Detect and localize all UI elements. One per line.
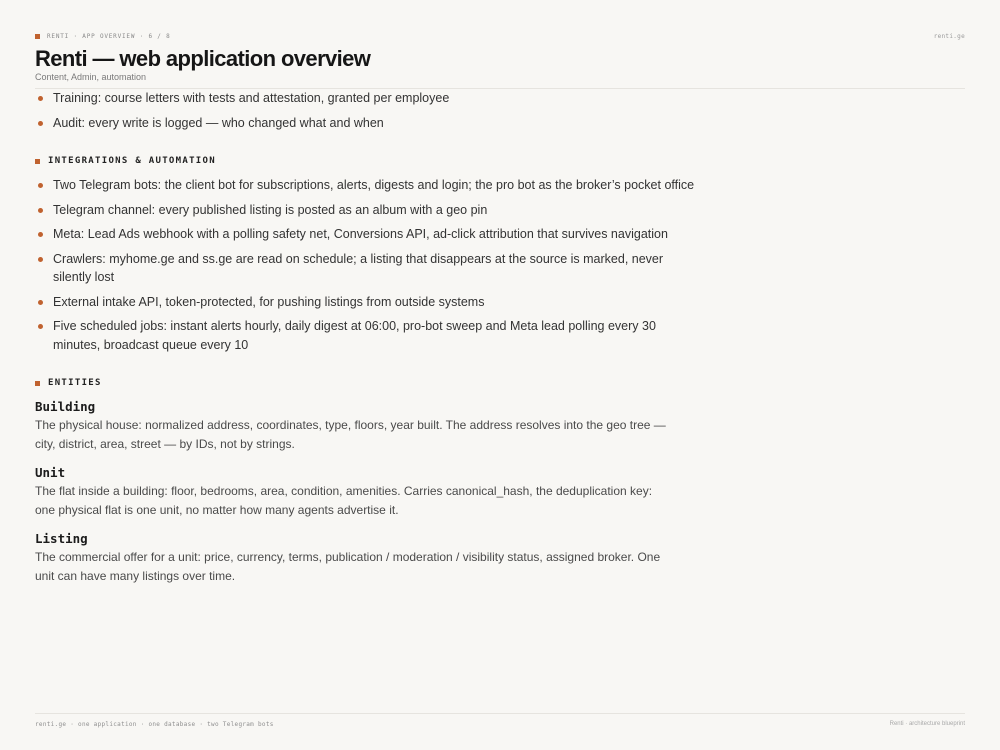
section-heading-entities <box>35 378 965 388</box>
entity-unit <box>35 464 675 519</box>
footer-left-text: renti.ge · one application · one database · two Telegram bots <box>35 721 274 728</box>
intro-bullet-list <box>35 89 695 132</box>
list-item-text: Meta: Lead Ads webhook with a polling safety net, Conversions API, ad-click attribution that survives navigation <box>53 227 668 241</box>
square-bullet-icon <box>35 34 40 39</box>
section-heading-label: INTEGRATIONS & AUTOMATION <box>48 156 216 166</box>
entity-name: Building <box>35 399 96 414</box>
list-item-text: External intake API, token-protected, for pushing listings from outside systems <box>53 294 485 309</box>
list-item-text: Five scheduled jobs: instant alerts hourly, daily digest at 06:00, pro-bot sweep and Meta lead polling every 30 minutes, broadcast queue every 10 <box>53 319 656 352</box>
domain-label: renti.ge <box>933 32 965 40</box>
list-item <box>35 293 695 312</box>
bullet-dot-icon <box>38 183 43 188</box>
eyebrow <box>35 33 171 40</box>
entity-description: The commercial offer for a unit: price, currency, terms, publication / moderation / visibility status, assigned broker. One unit can have many listings over time. <box>35 550 661 583</box>
list-item <box>35 225 695 244</box>
section-heading-label: ENTITIES <box>48 378 102 388</box>
square-bullet-icon <box>35 159 40 164</box>
list-item-text: Crawlers: myhome.ge and ss.ge are read on schedule; a listing that disappears at the source is marked, never silently lost <box>53 251 664 284</box>
section-heading-integrations <box>35 156 965 166</box>
list-item-text: Training: course letters with tests and attestation, granted per employee <box>53 91 450 105</box>
bullet-dot-icon <box>38 257 43 262</box>
entity-name: Listing <box>35 531 88 546</box>
bullet-dot-icon <box>38 208 43 213</box>
eyebrow-text: RENTI · APP OVERVIEW · 6 / 8 <box>47 32 171 40</box>
entity-listing <box>35 530 675 585</box>
bullet-dot-icon <box>38 96 43 101</box>
page-footer <box>35 713 965 728</box>
bullet-dot-icon <box>38 121 43 126</box>
list-item <box>35 250 695 287</box>
integrations-bullet-list <box>35 176 695 354</box>
footer-right-text: Renti · architecture blueprint <box>889 721 965 727</box>
list-item-text: Telegram channel: every published listing is posted as an album with a geo pin <box>53 202 488 217</box>
slide-page <box>35 30 965 596</box>
bullet-dot-icon <box>38 300 43 305</box>
square-bullet-icon <box>35 381 40 386</box>
list-item <box>35 317 695 354</box>
bullet-dot-icon <box>38 324 43 329</box>
list-item <box>35 89 695 108</box>
page-title: Renti — web application overview <box>35 46 371 71</box>
top-bar <box>35 30 965 42</box>
list-item <box>35 114 695 133</box>
entity-name: Unit <box>35 465 66 480</box>
list-item-text: Two Telegram bots: the client bot for subscriptions, alerts, digests and login; the pro bot as the broker’s pocket office <box>53 178 695 192</box>
list-item <box>35 201 695 220</box>
entity-building <box>35 398 675 453</box>
entity-description: The physical house: normalized address, coordinates, type, floors, year built. The address resolves into the geo tree — city, district, area, street — by IDs, not by strings. <box>35 418 666 451</box>
list-item <box>35 176 695 195</box>
page-subtitle: Content, Admin, automation <box>35 72 147 82</box>
bullet-dot-icon <box>38 232 43 237</box>
entity-description: The flat inside a building: floor, bedrooms, area, condition, amenities. Carries canonical_hash, the deduplication key: one physical flat is one unit, no matter how many agents advertise it. <box>35 484 653 517</box>
list-item-text: Audit: every write is logged — who changed what and when <box>53 115 384 130</box>
